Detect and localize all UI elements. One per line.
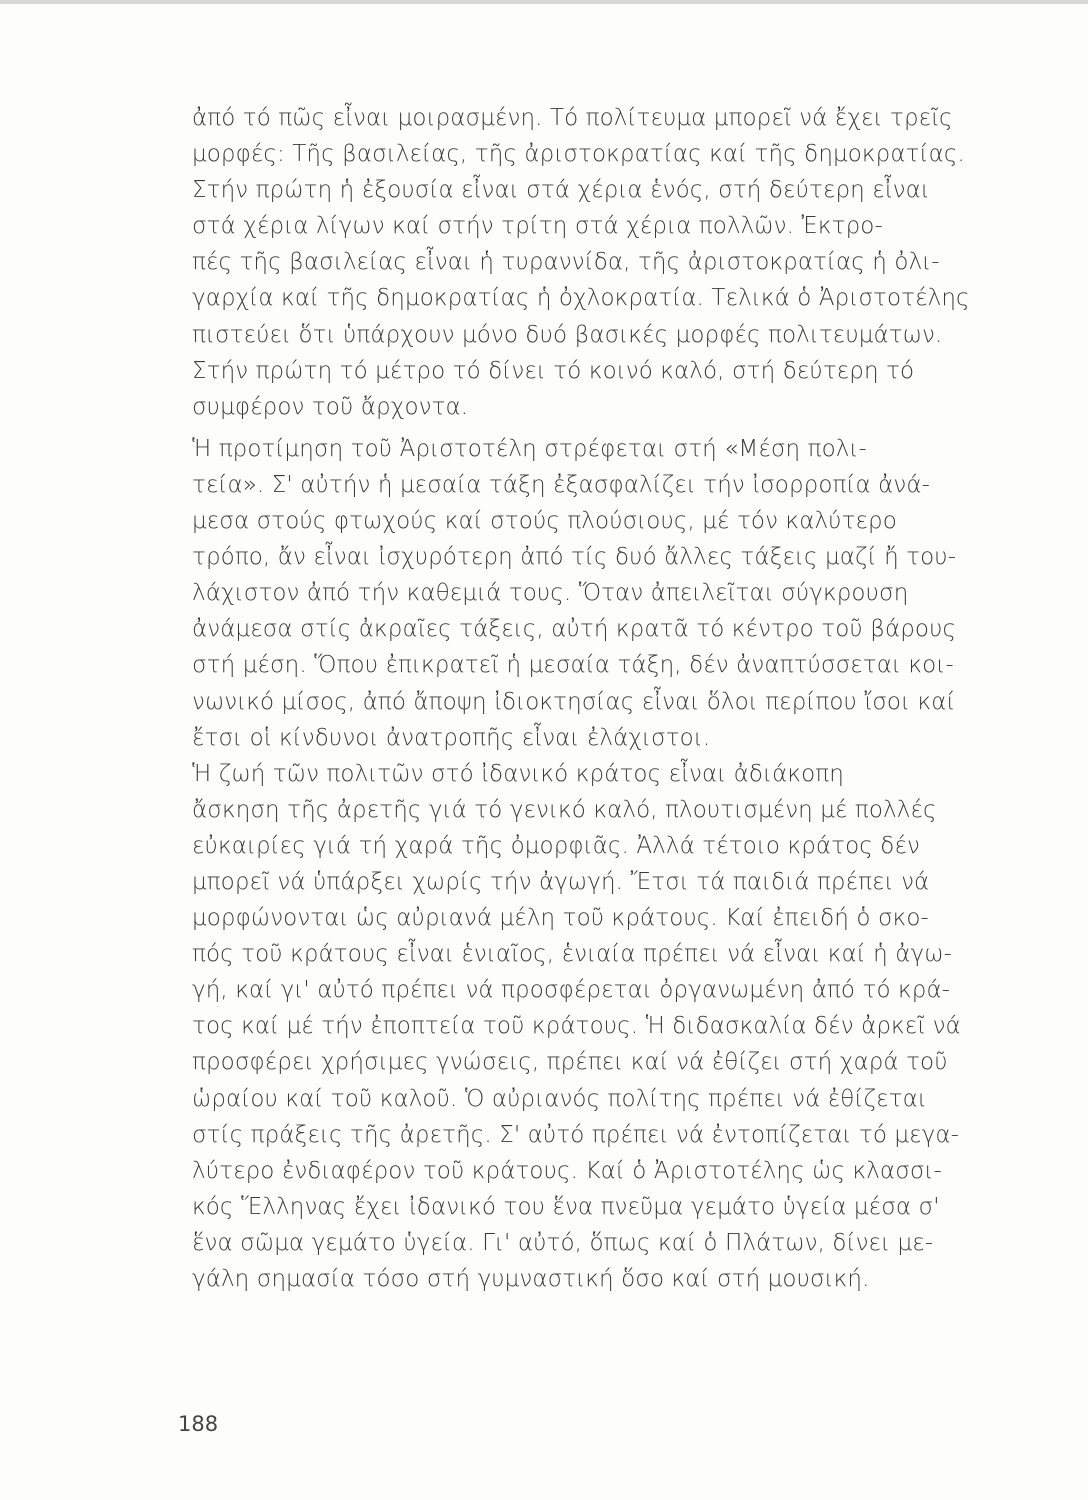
text-line: στίς πράξεις τῆς ἀρετῆς. Σ' αὐτό πρέπει νά ἐντοπίζεται τό μεγα- (192, 1121, 960, 1148)
text-line: τρόπο, ἄν εἶναι ἰσχυρότερη ἀπό τίς δυό ἄλλες τάξεις μαζί ἤ του- (192, 544, 957, 571)
paragraph-2 (192, 431, 1042, 756)
text-line: συμφέρον τοῦ ἄρχοντα. (192, 393, 469, 420)
text-line: πός τοῦ κράτους εἶναι ἑνιαῖος, ἑνιαία πρέπει νά εἶναι καί ἡ ἀγω- (192, 941, 952, 968)
text-line: στά χέρια λίγων καί στήν τρίτη στά χέρια πολλῶν. Ἐκτρο- (192, 213, 883, 240)
text-line: νωνικό μίσος, ἀπό ἄποψη ἰδιοκτησίας εἶναι ὅλοι περίπου ἴσοι καί (192, 688, 956, 715)
text-line: τεία». Σ' αὐτήν ἡ μεσαία τάξη ἐξασφαλίζει τήν ἰσορροπία ἀνά- (192, 471, 931, 498)
text-line: ἀπό τό πῶς εἶναι μοιρασμένη. Τό πολίτευμα μπορεῖ νά ἔχει τρεῖς (192, 105, 953, 131)
text-line: τος καί μέ τήν ἐποπτεία τοῦ κράτους. Ἡ διδασκαλία δέν ἀρκεῖ νά (192, 1013, 961, 1040)
text-line: πιστεύει ὅτι ὑπάρχουν μόνο δυό βασικές μορφές πολιτευμάτων. (192, 321, 943, 348)
text-line: ἕνα σῶμα γεμάτο ὑγεία. Γι' αὐτό, ὅπως καί ὁ Πλάτων, δίνει με- (192, 1229, 934, 1256)
body-text (192, 100, 1042, 1297)
paragraph-1 (192, 100, 1042, 425)
text-line: μπορεῖ νά ὑπάρξει χωρίς τήν ἀγωγή. Ἔτσι τά παιδιά πρέπει νά (192, 868, 930, 895)
text-line: ἄσκηση τῆς ἀρετῆς γιά τό γενικό καλό, πλουτισμένη μέ πολλές (192, 796, 937, 823)
page-top-edge (0, 0, 1088, 4)
text-line: μεσα στούς φτωχούς καί στούς πλούσιους, μέ τόν καλύτερο (192, 508, 897, 535)
text-line: προσφέρει χρήσιμες γνώσεις, πρέπει καί νά ἐθίζει στή χαρά τοῦ (192, 1049, 948, 1076)
text-line: κός Ἕλληνας ἔχει ἰδανικό του ἕνα πνεῦμα γεμάτο ὑγεία μέσα σ' (192, 1193, 940, 1220)
text-line: Ἡ ζωή τῶν πολιτῶν στό ἰδανικό κράτος εἶναι ἀδιάκοπη (192, 760, 844, 787)
text-line: στή μέση. Ὅπου ἐπικρατεῖ ἡ μεσαία τάξη, δέν ἀναπτύσσεται κοι- (192, 652, 954, 679)
text-line: εὐκαιρίες γιά τή χαρά τῆς ὀμορφιᾶς. Ἀλλά τέτοιο κράτος δέν (192, 832, 920, 859)
text-line: γαρχία καί τῆς δημοκρατίας ἡ ὀχλοκρατία. Τελικά ὁ Ἀριστοτέλης (192, 285, 970, 312)
text-line: Στήν πρώτη τό μέτρο τό δίνει τό κοινό καλό, στή δεύτερη τό (192, 357, 915, 384)
text-line: ὡραίου καί τοῦ καλοῦ. Ὁ αὐριανός πολίτης πρέπει νά ἐθίζεται (192, 1085, 927, 1112)
paragraph-3 (192, 756, 1042, 1297)
text-line: Στήν πρώτη ἡ ἐξουσία εἶναι στά χέρια ἑνός, στή δεύτερη εἶναι (192, 177, 930, 204)
text-line: λύτερο ἐνδιαφέρον τοῦ κράτους. Καί ὁ Ἀριστοτέλης ὡς κλασσι- (192, 1157, 942, 1184)
text-line: γάλη σημασία τόσο στή γυμναστική ὅσο καί στή μουσική. (192, 1266, 870, 1292)
text-line: γή, καί γι' αὐτό πρέπει νά προσφέρεται ὀργανωμένη ἀπό τό κρά- (192, 977, 951, 1004)
text-line: ἀνάμεσα στίς ἀκραῖες τάξεις, αὐτή κρατᾶ τό κέντρο τοῦ βάρους (192, 616, 957, 643)
text-line: λάχιστον ἀπό τήν καθεμιά τους. Ὅταν ἀπειλεῖται σύγκρουση (192, 580, 909, 607)
text-line: μορφές: Τῆς βασιλείας, τῆς ἀριστοκρατίας καί τῆς δημοκρατίας. (192, 141, 965, 168)
page-number: 188 (178, 1412, 219, 1436)
text-line: μορφώνονται ὡς αὐριανά μέλη τοῦ κράτους. Καί ἐπειδή ὁ σκο- (192, 905, 929, 932)
text-line: Ἡ προτίμηση τοῦ Ἀριστοτέλη στρέφεται στή «Μέση πολι- (192, 435, 867, 462)
text-line: ἔτσι οἱ κίνδυνοι ἀνατροπῆς εἶναι ἐλάχιστοι. (192, 724, 711, 751)
text-line: πές τῆς βασιλείας εἶναι ἡ τυραννίδα, τῆς ἀριστοκρατίας ἡ ὀλι- (192, 249, 940, 276)
